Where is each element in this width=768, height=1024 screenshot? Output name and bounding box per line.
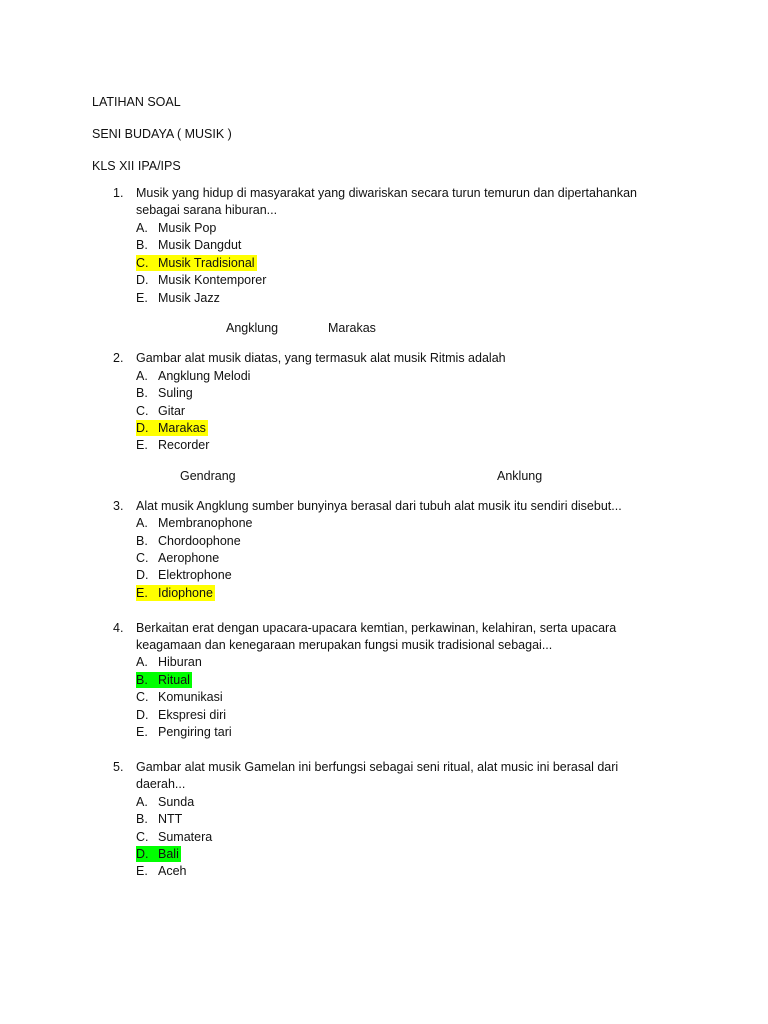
- option-e: [136, 290, 220, 306]
- question-1: [113, 185, 637, 201]
- option-b: [136, 533, 241, 549]
- option-b: [136, 237, 241, 253]
- option-text: Ekspresi diri: [158, 708, 227, 722]
- question-text-continued: sebagai sarana hiburan...: [136, 203, 278, 217]
- option-e: [136, 437, 209, 453]
- question-2: [113, 350, 506, 366]
- option-letter: E.: [136, 586, 148, 600]
- option-text: Bali: [158, 847, 179, 861]
- option-d: [136, 272, 266, 288]
- question-number: 4.: [113, 621, 124, 635]
- option-text: Sumatera: [158, 830, 213, 844]
- option-letter: C.: [136, 551, 149, 565]
- question-number: 3.: [113, 499, 124, 513]
- option-letter: B.: [136, 812, 148, 826]
- image-label-gendrang: Gendrang: [180, 469, 236, 483]
- option-text: NTT: [158, 812, 183, 826]
- question-number: 5.: [113, 760, 124, 774]
- option-e: [136, 863, 187, 879]
- option-letter: B.: [136, 238, 148, 252]
- option-text: Aerophone: [158, 551, 220, 565]
- option-text: Aceh: [158, 864, 187, 878]
- option-letter: B.: [136, 673, 148, 687]
- question-text: Gambar alat musik diatas, yang termasuk alat musik Ritmis adalah: [136, 351, 506, 365]
- option-letter: C.: [136, 690, 149, 704]
- option-d-answer-highlight: [136, 846, 181, 862]
- option-letter: D.: [136, 568, 149, 582]
- question-number: 1.: [113, 186, 124, 200]
- option-text: Suling: [158, 386, 193, 400]
- header-class: KLS XII IPA/IPS: [92, 159, 181, 173]
- option-e-answer-highlight: [136, 585, 215, 601]
- option-letter: D.: [136, 421, 149, 435]
- option-text: Ritual: [158, 673, 190, 687]
- option-a: [136, 515, 253, 531]
- image-label-marakas: Marakas: [328, 321, 376, 335]
- question-text-continued: daerah...: [136, 777, 186, 791]
- option-text: Hiburan: [158, 655, 202, 669]
- option-text: Musik Jazz: [158, 291, 220, 305]
- option-text: Idiophone: [158, 586, 213, 600]
- option-b: [136, 811, 182, 827]
- option-letter: E.: [136, 725, 148, 739]
- option-c: [136, 550, 219, 566]
- option-text: Angklung Melodi: [158, 369, 251, 383]
- option-text: Musik Dangdut: [158, 238, 242, 252]
- question-text: Berkaitan erat dengan upacara-upacara kemtian, perkawinan, kelahiran, serta upacara: [136, 621, 617, 635]
- option-a: [136, 794, 194, 810]
- option-letter: D.: [136, 273, 149, 287]
- option-b-answer-highlight: [136, 672, 192, 688]
- image-label-anklung: Anklung: [497, 469, 543, 483]
- option-text: Musik Tradisional: [158, 256, 255, 270]
- option-letter: A.: [136, 516, 148, 530]
- option-text: Komunikasi: [158, 690, 223, 704]
- option-c: [136, 829, 212, 845]
- option-letter: C.: [136, 256, 149, 270]
- question-number: 2.: [113, 351, 124, 365]
- option-text: Pengiring tari: [158, 725, 232, 739]
- question-text: Musik yang hidup di masyarakat yang diwariskan secara turun temurun dan dipertahankan: [136, 186, 637, 200]
- option-letter: B.: [136, 534, 148, 548]
- question-text: Gambar alat musik Gamelan ini berfungsi sebagai seni ritual, alat music ini berasal dari: [136, 760, 619, 774]
- question-text-continued: keagamaan dan kenegaraan merupakan fungsi musik tradisional sebagai...: [136, 638, 553, 652]
- option-text: Marakas: [158, 421, 206, 435]
- option-letter: A.: [136, 221, 148, 235]
- header-subject: SENI BUDAYA ( MUSIK ): [92, 127, 232, 141]
- question-3: [113, 498, 622, 514]
- option-c-answer-highlight: [136, 255, 257, 271]
- option-d-answer-highlight: [136, 420, 208, 436]
- option-letter: E.: [136, 864, 148, 878]
- option-b: [136, 385, 193, 401]
- option-e: [136, 724, 232, 740]
- option-a: [136, 368, 250, 384]
- option-text: Gitar: [158, 404, 186, 418]
- option-c: [136, 689, 223, 705]
- option-d: [136, 707, 226, 723]
- header-title: LATIHAN SOAL: [92, 95, 181, 109]
- option-letter: C.: [136, 404, 149, 418]
- question-5: [113, 759, 618, 775]
- option-letter: E.: [136, 291, 148, 305]
- question-4: [113, 620, 616, 636]
- image-label-angklung: Angklung: [226, 321, 279, 335]
- option-text: Sunda: [158, 795, 195, 809]
- option-letter: D.: [136, 708, 149, 722]
- option-letter: A.: [136, 795, 148, 809]
- option-text: Musik Pop: [158, 221, 217, 235]
- option-text: Membranophone: [158, 516, 253, 530]
- option-text: Chordoophone: [158, 534, 241, 548]
- option-letter: A.: [136, 655, 148, 669]
- option-letter: B.: [136, 386, 148, 400]
- option-letter: E.: [136, 438, 148, 452]
- option-c: [136, 403, 185, 419]
- option-text: Musik Kontemporer: [158, 273, 267, 287]
- option-letter: A.: [136, 369, 148, 383]
- option-text: Recorder: [158, 438, 210, 452]
- option-a: [136, 220, 216, 236]
- option-letter: D.: [136, 847, 149, 861]
- option-letter: C.: [136, 830, 149, 844]
- option-a: [136, 654, 202, 670]
- option-text: Elektrophone: [158, 568, 232, 582]
- question-text: Alat musik Angklung sumber bunyinya berasal dari tubuh alat musik itu sendiri disebut...: [136, 499, 622, 513]
- option-d: [136, 567, 232, 583]
